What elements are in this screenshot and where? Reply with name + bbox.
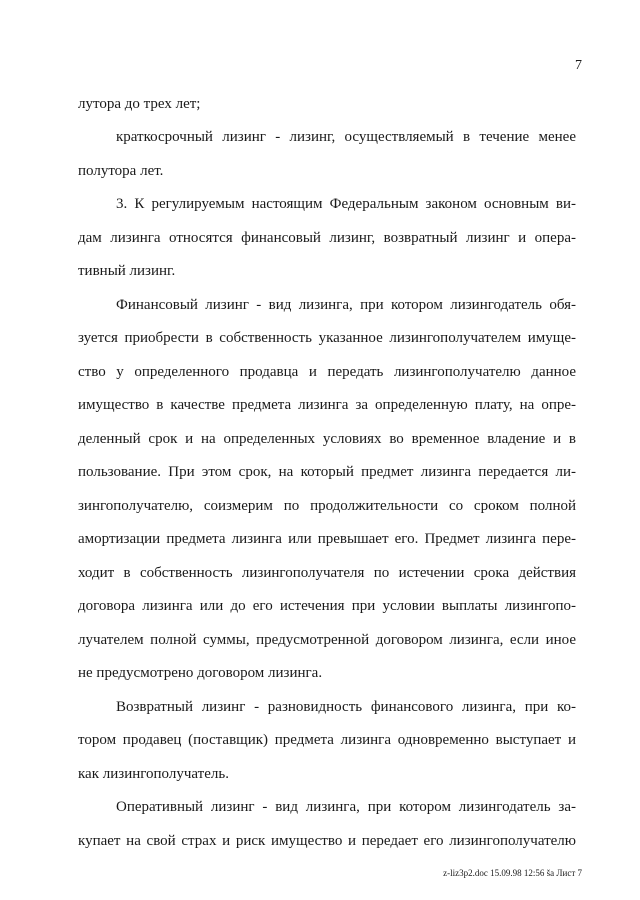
text-line: деленный срок и на определенных условиях во временное владение и в [78,431,576,447]
text-line: Финансовый лизинг - вид лизинга, при котором лизингодатель обя- [116,297,576,313]
text-line: Оперативный лизинг - вид лизинга, при котором лизингодатель за- [116,799,576,815]
text-line: как лизингополучатель. [78,766,229,782]
text-line: договора лизинга или до его истечения при условии выплаты лизингопо- [78,598,576,614]
text-line: имущество в качестве предмета лизинга за определенную плату, на опре- [78,397,576,413]
text-line: тивный лизинг. [78,263,176,279]
text-line: краткосрочный лизинг - лизинг, осуществляемый в течение менее [116,129,576,145]
text-line: зингополучателю, соизмерим по продолжительности со сроком полной [78,498,576,514]
text-line: полутора лет. [78,163,164,179]
page-number: 7 [575,58,582,73]
document-footer: z-liz3p2.doc 15.09.98 12:56 ša Лист 7 [443,868,582,878]
text-line: ство у определенного продавца и передать лизингополучателю данное [78,364,576,380]
text-line: не предусмотрено договором лизинга. [78,665,323,681]
text-line: 3. К регулируемым настоящим Федеральным законом основным ви- [116,196,576,212]
text-line: дам лизинга относятся финансовый лизинг, возвратный лизинг и опера- [78,230,576,246]
text-line: лутора до трех лет; [78,96,201,112]
text-line: пользование. При этом срок, на который предмет лизинга передается ли- [78,464,576,480]
text-line: зуется приобрести в собственность указанное лизингополучателем имуще- [78,330,576,346]
text-line: лучателем полной суммы, предусмотренной договором лизинга, если иное [78,632,576,648]
text-line: тором продавец (поставщик) предмета лизинга одновременно выступает и [78,732,576,748]
text-line: амортизации предмета лизинга или превышает его. Предмет лизинга пере- [78,531,576,547]
text-line: купает на свой страх и риск имущество и передает его лизингополучателю [78,833,576,849]
text-line: ходит в собственность лизингополучателя по истечении срока действия [78,565,576,581]
text-line: Возвратный лизинг - разновидность финансового лизинга, при ко- [116,699,576,715]
